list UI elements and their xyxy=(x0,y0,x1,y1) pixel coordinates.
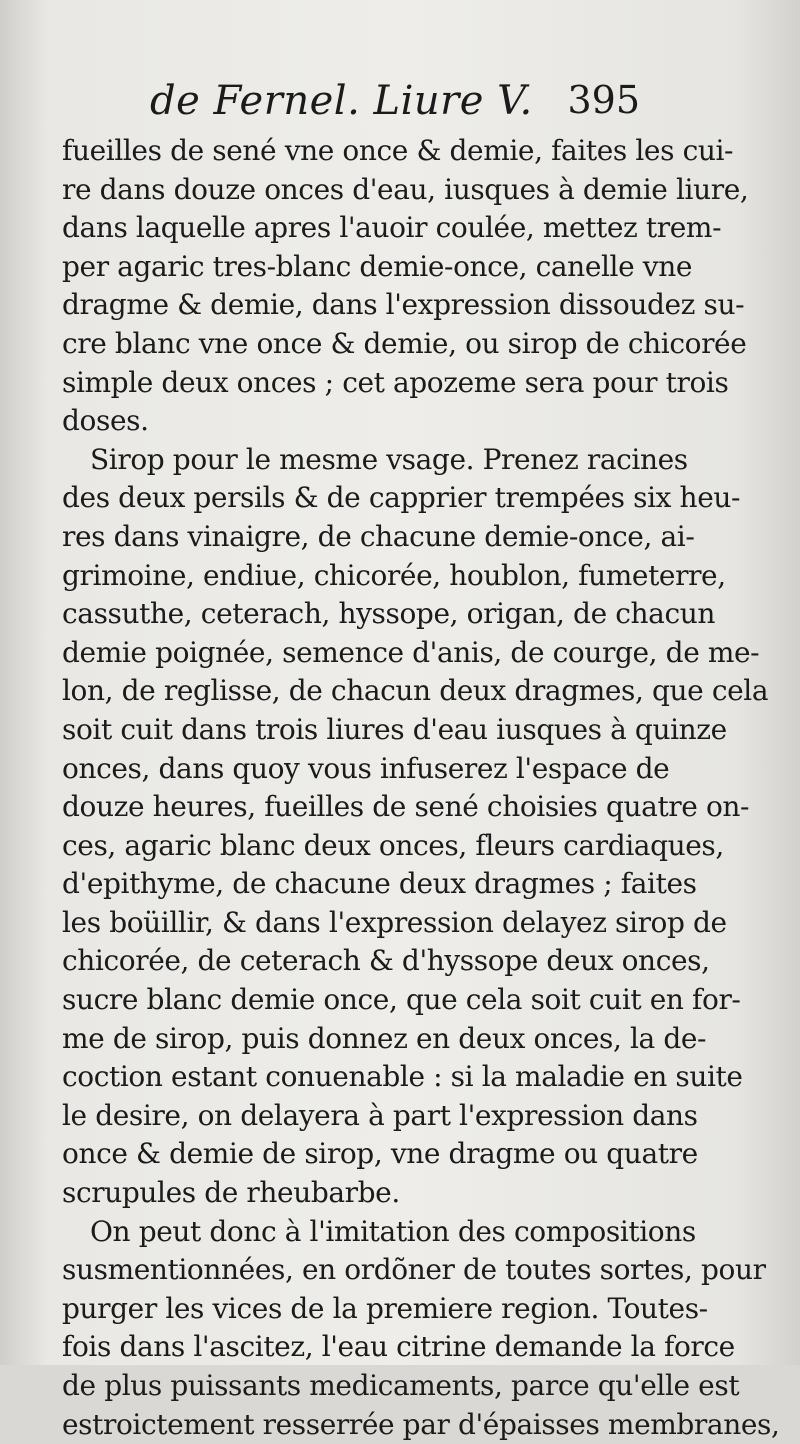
text-line: per agaric tres-blanc demie-once, canelle vne xyxy=(62,249,692,283)
running-head: de Fernel. Liure V. xyxy=(150,78,533,124)
text-line: demie poignée, semence d'anis, de courge, de me- xyxy=(62,635,760,669)
text-line: cre blanc vne once & demie, ou sirop de chicorée xyxy=(62,326,747,360)
paragraph-start-line: On peut donc à l'imitation des compositions xyxy=(90,1214,696,1248)
text-line: lon, de reglisse, de chacun deux dragmes, que cela xyxy=(62,674,769,708)
text-line: coction estant conuenable : si la maladie en suite xyxy=(62,1060,743,1094)
body-text xyxy=(62,132,780,1444)
text-line: purger les vices de la premiere region. Toutes- xyxy=(62,1291,708,1325)
text-line: ces, agaric blanc deux onces, fleurs cardiaques, xyxy=(62,828,724,862)
text-line: doses. xyxy=(62,404,149,438)
text-line: les boüillir, & dans l'expression delayez sirop de xyxy=(62,905,727,939)
text-line: dragme & demie, dans l'expression dissoudez su- xyxy=(62,288,745,322)
text-line: de plus puissants medicaments, parce qu'elle est xyxy=(62,1369,740,1402)
text-line: onces, dans quoy vous infuserez l'espace de xyxy=(62,751,670,785)
paragraph-start-line: Sirop pour le mesme vsage. Prenez racines xyxy=(90,442,688,476)
text-line: des deux persils & de capprier trempées six heu- xyxy=(62,481,741,515)
text-line: dans laquelle apres l'auoir coulée, mettez trem- xyxy=(62,211,722,245)
text-line: chicorée, de ceterach & d'hyssope deux onces, xyxy=(62,944,710,978)
page-number: 395 xyxy=(567,78,640,122)
text-line: fueilles de sené vne once & demie, faites les cui- xyxy=(62,134,734,167)
text-line: re dans douze onces d'eau, iusques à demie liure, xyxy=(62,172,749,206)
text-line: fois dans l'ascitez, l'eau citrine demande la force xyxy=(62,1330,735,1364)
text-line: simple deux onces ; cet apozeme sera pour trois xyxy=(62,365,729,399)
text-line: once & demie de sirop, vne dragme ou quatre xyxy=(62,1137,698,1171)
text-line: estroictement resserrée par d'épaisses membranes, xyxy=(62,1407,780,1441)
text-line: sucre blanc demie once, que cela soit cuit en for- xyxy=(62,983,741,1017)
page-header xyxy=(150,78,640,134)
text-line: res dans vinaigre, de chacune demie-once, ai- xyxy=(62,519,695,553)
text-line: douze heures, fueilles de sené choisies quatre on- xyxy=(62,790,750,824)
text-line: grimoine, endiue, chicorée, houblon, fumeterre, xyxy=(62,558,726,592)
text-line: le desire, on delayera à part l'expression dans xyxy=(62,1098,698,1132)
text-line: susmentionnées, en ordõner de toutes sortes, pour xyxy=(62,1253,766,1287)
text-line: scrupules de rheubarbe. xyxy=(62,1176,400,1210)
text-line: cassuthe, ceterach, hyssope, origan, de chacun xyxy=(62,597,716,631)
text-line: d'epithyme, de chacune deux dragmes ; faites xyxy=(62,867,697,901)
text-line: soit cuit dans trois liures d'eau iusques à quinze xyxy=(62,712,727,746)
text-line: me de sirop, puis donnez en deux onces, la de- xyxy=(62,1021,707,1055)
